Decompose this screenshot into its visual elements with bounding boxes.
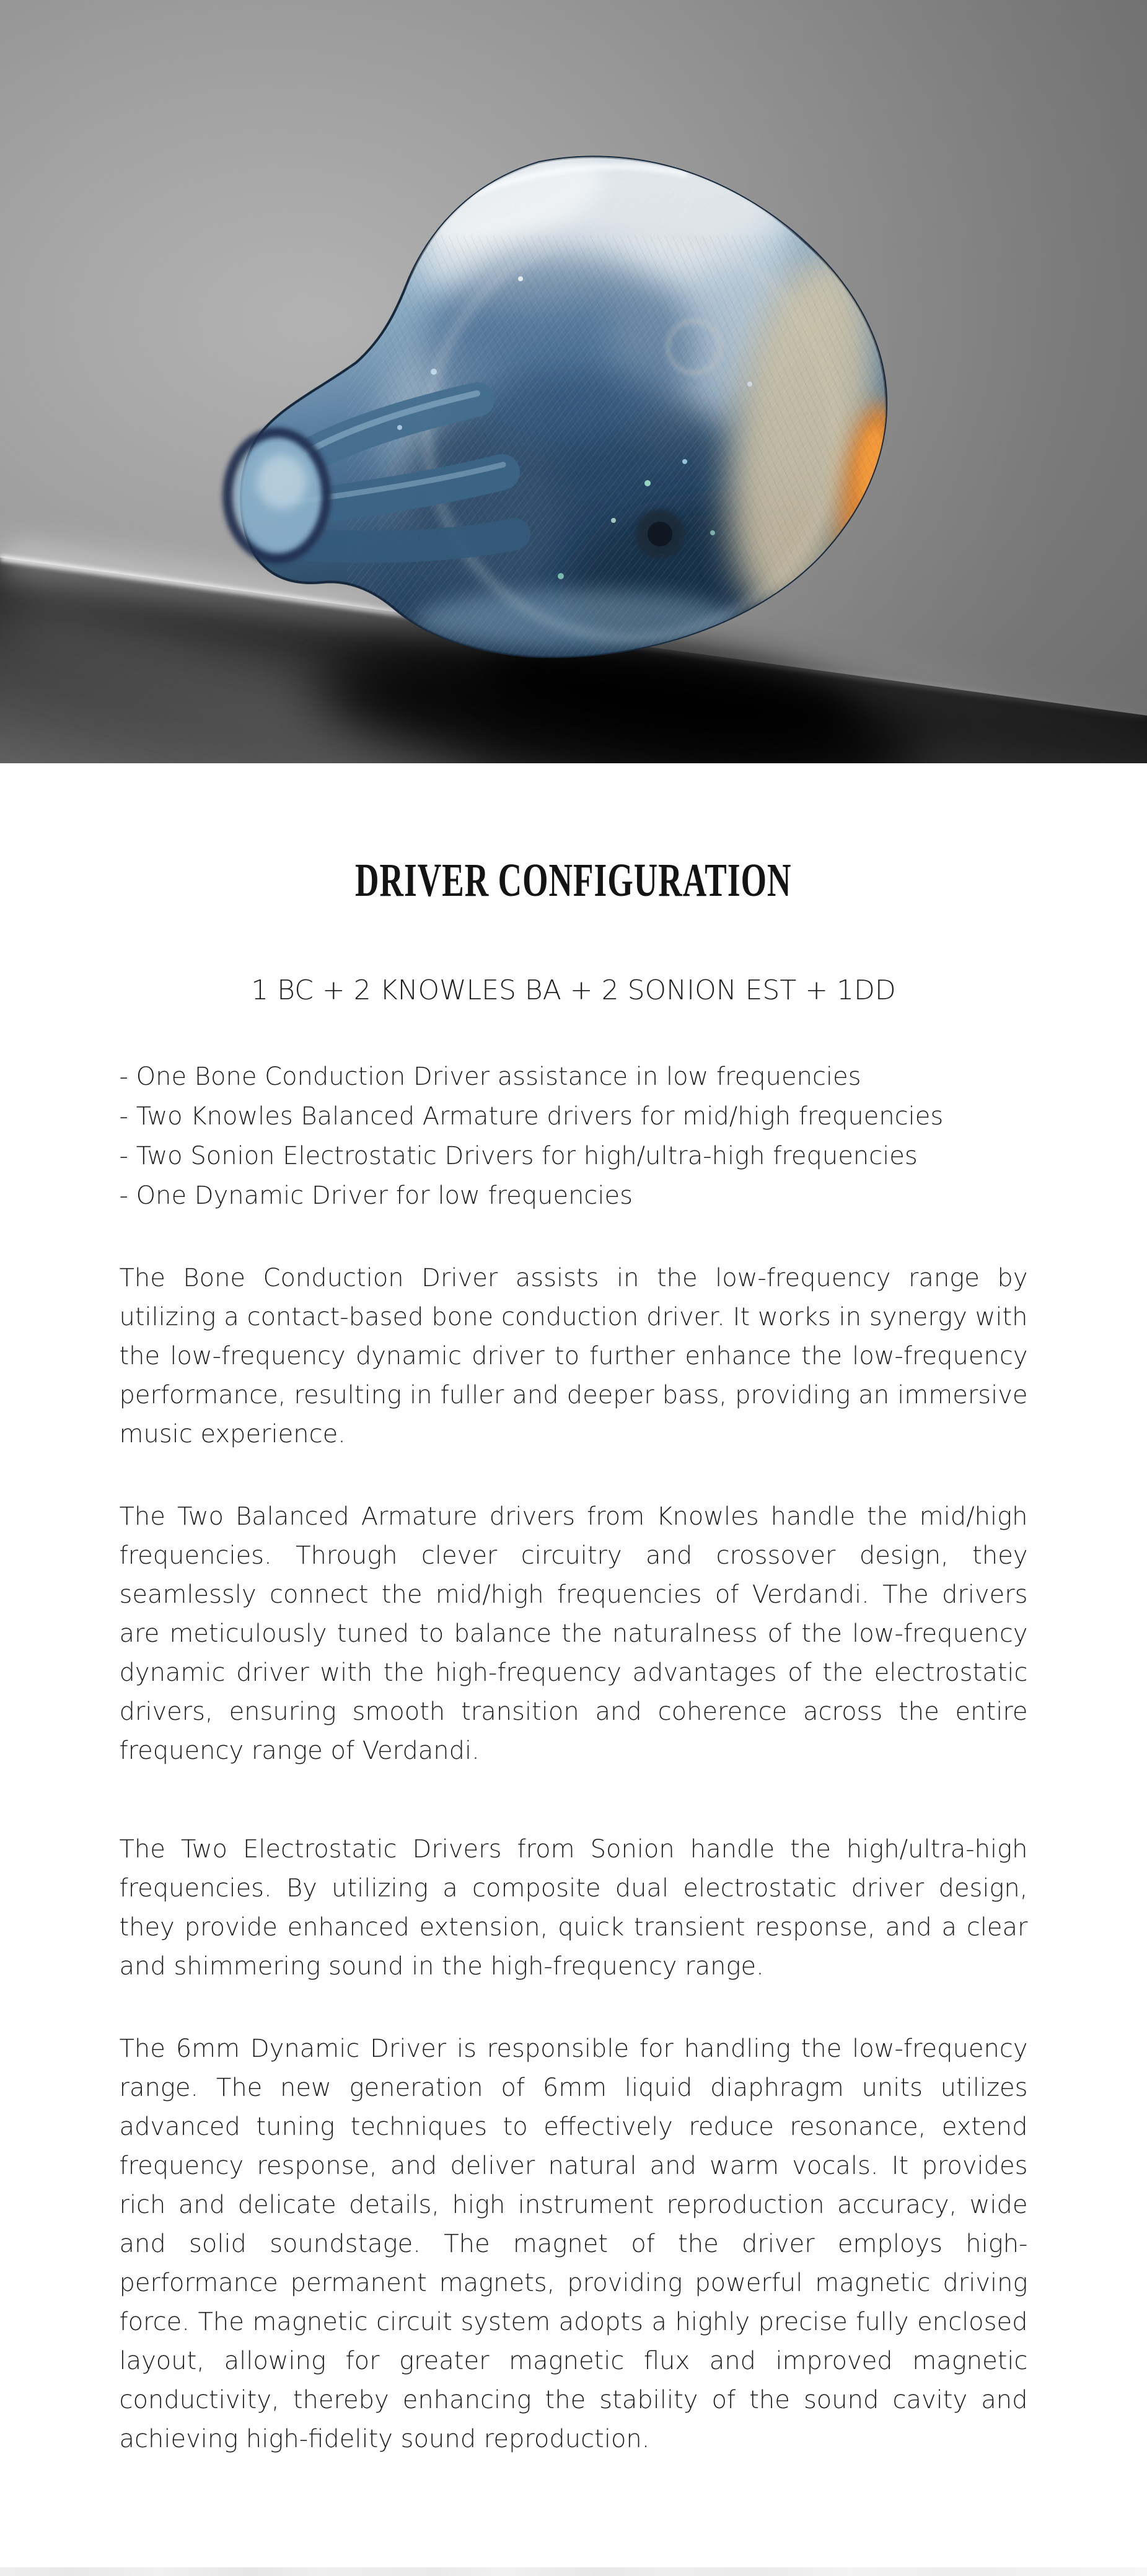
- driver-bullet-list: [120, 1057, 1028, 1216]
- driver-bullet-ba: - Two Knowles Balanced Armature drivers for mid/high frequencies: [119, 1102, 944, 1131]
- paragraph-dynamic-driver: The 6mm Dynamic Driver is responsible for handling the low-frequency range. The new generation of 6mm liquid diaphragm units utilizes advanced tuning techniques to effectively reduce resonance, extend frequency response, and deliver natural and warm vocals. It provides rich and delicate details, high instrument reproduction accuracy, wide and solid soundstage. The magnet of the driver employs high-performance permanent magnets, providing powerful magnetic driving force. The magnetic circuit system adopts a highly precise fully enclosed layout, allowing for greater magnetic flux and improved magnetic conductivity, thereby enhancing the stability of the sound cavity and achieving high-fidelity sound reproduction.: [119, 2035, 1028, 2454]
- driver-configuration-formula: 1 BC + 2 KNOWLES BA + 2 SONION EST + 1DD: [251, 975, 896, 1007]
- iem-photo-illustration: [0, 0, 1147, 763]
- iem-nozzle: [227, 432, 327, 559]
- driver-bullet-bc: - One Bone Conduction Driver assistance in low frequencies: [119, 1062, 861, 1092]
- driver-bullet-dd: - One Dynamic Driver for low frequencies: [119, 1181, 633, 1211]
- driver-configuration-section: [120, 854, 1028, 2459]
- paragraph-balanced-armature: The Two Balanced Armature drivers from Knowles handle the mid/high frequencies. Through clever circuitry and crossover design, they seamlessly connect the mid/high frequencies of Verdandi. The drivers are meticulously tuned to balance the naturalness of the low-frequency dynamic driver with the high-frequency advantages of the electrostatic drivers, ensuring smooth transition and coherence across the entire frequency range of Verdandi.: [119, 1502, 1028, 1766]
- section-title: DRIVER CONFIGURATION: [355, 854, 792, 906]
- driver-bullet-est: - Two Sonion Electrostatic Drivers for high/ultra-high frequencies: [119, 1142, 918, 1171]
- paragraph-bone-conduction: The Bone Conduction Driver assists in the low-frequency range by utilizing a contact-based bone conduction driver. It works in synergy with the low-frequency dynamic driver to further enhance the low-frequency performance, resulting in fuller and deeper bass, providing an immersive music experience.: [119, 1264, 1028, 1449]
- paragraph-electrostatic: The Two Electrostatic Drivers from Sonion handle the high/ultra-high frequencies. By utilizing a composite dual electrostatic driver design, they provide enhanced extension, quick transient response, and a clear and shimmering sound in the high-frequency range.: [119, 1835, 1028, 1981]
- next-section-image-edge: [0, 2567, 1147, 2576]
- vent-hole: [635, 509, 685, 559]
- product-photo: [0, 0, 1147, 763]
